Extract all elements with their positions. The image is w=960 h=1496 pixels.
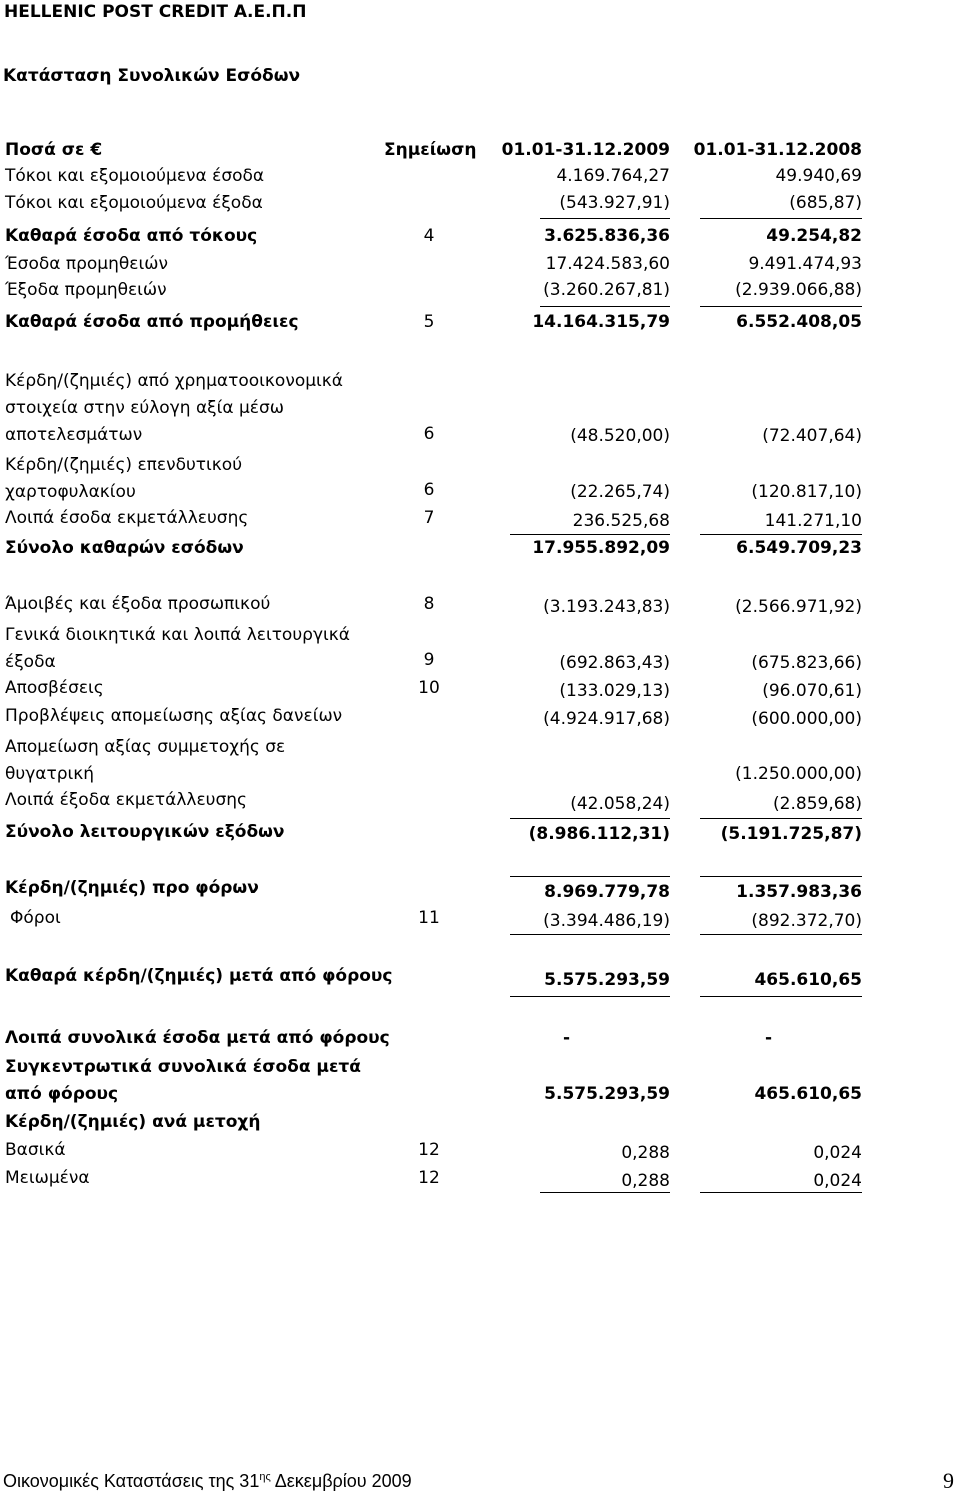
row-value-2009: 14.164.315,79 bbox=[532, 312, 670, 332]
row-label: Γενικά διοικητικά και λοιπά λειτουργικά έξοδα bbox=[5, 625, 350, 672]
row-value-2008: 1.357.983,36 bbox=[736, 882, 862, 902]
row-value-2009: 17.424.583,60 bbox=[545, 254, 670, 274]
row-value-2008: - bbox=[764, 1028, 772, 1048]
row-value-2008: (2.859,68) bbox=[773, 794, 862, 814]
row-value-2009: (3.193.243,83) bbox=[543, 597, 670, 617]
row-note: 5 bbox=[423, 312, 435, 332]
row-label: Καθαρά έσοδα από προμήθειες bbox=[5, 312, 299, 332]
subtotal-rule bbox=[700, 218, 862, 219]
row-value-2008: 0,024 bbox=[813, 1171, 862, 1191]
page-footer bbox=[3, 1471, 412, 1492]
row-note: 10 bbox=[418, 678, 440, 698]
row-value-2008: (892.372,70) bbox=[751, 911, 862, 931]
row-note: 11 bbox=[418, 908, 440, 928]
row-value-2009: 236.525,68 bbox=[572, 511, 670, 531]
row-label: Τόκοι και εξομοιούμενα έσοδα bbox=[5, 166, 265, 186]
row-value-2008: 49.940,69 bbox=[775, 166, 862, 186]
row-value-2009: 4.169.764,27 bbox=[556, 166, 670, 186]
row-label: Απομείωση αξίας συμμετοχής σε θυγατρική bbox=[5, 737, 286, 784]
footer-text-before: Οικονομικές Καταστάσεις της 31 bbox=[3, 1471, 260, 1491]
row-label: Κέρδη/(ζημιές) προ φόρων bbox=[5, 878, 259, 898]
subtotal-rule bbox=[510, 876, 670, 877]
row-value-2009: (42.058,24) bbox=[570, 794, 670, 814]
total-rule bbox=[700, 996, 862, 997]
row-label: Σύνολο λειτουργικών εξόδων bbox=[5, 822, 285, 842]
header-period-2009: 01.01-31.12.2009 bbox=[501, 140, 670, 160]
subtotal-rule bbox=[700, 1192, 862, 1193]
row-value-2008: (675.823,66) bbox=[751, 653, 862, 673]
row-label: Καθαρά έσοδα από τόκους bbox=[5, 226, 258, 246]
row-value-2009: (4.924.917,68) bbox=[543, 709, 670, 729]
row-label: Καθαρά κέρδη/(ζημιές) μετά από φόρους bbox=[5, 966, 393, 986]
row-value-2008: 6.552.408,05 bbox=[736, 312, 862, 332]
header-amounts-label: Ποσά σε € bbox=[5, 140, 103, 160]
row-value-2008: (120.817,10) bbox=[751, 482, 862, 502]
subtotal-rule bbox=[510, 534, 670, 535]
row-label: Κέρδη/(ζημιές) από χρηματοοικονομικά στοιχεία στην εύλογη αξία μέσω αποτελεσμάτων bbox=[5, 371, 344, 445]
row-value-2008: 465.610,65 bbox=[754, 1084, 862, 1104]
subtotal-rule bbox=[510, 818, 670, 819]
subtotal-rule bbox=[540, 218, 670, 219]
row-value-2008: (5.191.725,87) bbox=[720, 824, 862, 844]
row-value-2009: (22.265,74) bbox=[570, 482, 670, 502]
row-value-2009: 17.955.892,09 bbox=[532, 538, 670, 558]
row-label: Λοιπά έξοδα εκμετάλλευσης bbox=[5, 790, 248, 810]
row-label: Βασικά bbox=[5, 1140, 66, 1160]
row-value-2008: 141.271,10 bbox=[764, 511, 862, 531]
row-value-2009: (3.260.267,81) bbox=[543, 280, 670, 300]
row-value-2008: 465.610,65 bbox=[754, 970, 862, 990]
subtotal-rule bbox=[700, 818, 862, 819]
subtotal-rule bbox=[700, 306, 862, 307]
subtotal-rule bbox=[700, 876, 862, 877]
row-label: Αποσβέσεις bbox=[5, 678, 104, 698]
total-rule bbox=[510, 996, 670, 997]
row-value-2009: 0,288 bbox=[621, 1171, 670, 1191]
row-note: 8 bbox=[423, 594, 435, 614]
row-value-2009: (8.986.112,31) bbox=[528, 824, 670, 844]
row-value-2008: (600.000,00) bbox=[751, 709, 862, 729]
row-value-2008: (685,87) bbox=[789, 193, 862, 213]
row-note: 6 bbox=[423, 480, 435, 500]
company-name: HELLENIC POST CREDIT Α.Ε.Π.Π bbox=[4, 2, 307, 22]
subtotal-rule bbox=[540, 306, 670, 307]
page-number: 9 bbox=[943, 1468, 954, 1493]
row-value-2009: 3.625.836,36 bbox=[544, 226, 670, 246]
row-value-2008: (96.070,61) bbox=[762, 681, 862, 701]
row-value-2008: (1.250.000,00) bbox=[735, 764, 862, 784]
row-value-2009: 5.575.293,59 bbox=[544, 970, 670, 990]
row-label: Προβλέψεις απομείωσης αξίας δανείων bbox=[5, 706, 343, 726]
row-value-2009: - bbox=[562, 1028, 570, 1048]
footer-text-after: Δεκεμβρίου 2009 bbox=[270, 1471, 412, 1491]
row-label: Έσοδα προμηθειών bbox=[5, 254, 168, 274]
subtotal-rule bbox=[700, 534, 862, 535]
row-label: Σύνολο καθαρών εσόδων bbox=[5, 538, 244, 558]
row-value-2008: 6.549.709,23 bbox=[736, 538, 862, 558]
row-value-2009: (48.520,00) bbox=[570, 426, 670, 446]
row-value-2008: (2.566.971,92) bbox=[735, 597, 862, 617]
row-label: Μειωμένα bbox=[5, 1168, 90, 1188]
row-label: Άμοιβές και έξοδα προσωπικού bbox=[5, 594, 271, 614]
row-label: Λοιπά έσοδα εκμετάλλευσης bbox=[5, 508, 249, 528]
row-value-2009: 8.969.779,78 bbox=[544, 882, 670, 902]
row-value-2009: (3.394.486,19) bbox=[543, 911, 670, 931]
row-value-2009: (692.863,43) bbox=[559, 653, 670, 673]
row-label: Κέρδη/(ζημιές) επενδυτικού χαρτοφυλακίου bbox=[5, 455, 243, 502]
footer-superscript: ης bbox=[259, 1471, 271, 1483]
row-label: Κέρδη/(ζημιές) ανά μετοχή bbox=[5, 1112, 261, 1132]
subtotal-rule bbox=[540, 1192, 670, 1193]
row-label: Φόροι bbox=[10, 908, 61, 928]
row-label: Συγκεντρωτικά συνολικά έσοδα μετά από φόρους bbox=[5, 1057, 361, 1104]
row-value-2009: 5.575.293,59 bbox=[544, 1084, 670, 1104]
row-value-2009: (133.029,13) bbox=[559, 681, 670, 701]
header-period-2008: 01.01-31.12.2008 bbox=[693, 140, 862, 160]
row-note: 6 bbox=[423, 424, 435, 444]
row-value-2009: 0,288 bbox=[621, 1143, 670, 1163]
subtotal-rule bbox=[700, 934, 862, 935]
statement-title: Κατάσταση Συνολικών Εσόδων bbox=[3, 66, 301, 86]
row-note: 7 bbox=[423, 508, 435, 528]
row-note: 9 bbox=[423, 650, 435, 670]
subtotal-rule bbox=[510, 934, 670, 935]
row-value-2009: (543.927,91) bbox=[559, 193, 670, 213]
row-value-2008: 9.491.474,93 bbox=[748, 254, 862, 274]
row-value-2008: (72.407,64) bbox=[762, 426, 862, 446]
row-note: 4 bbox=[423, 226, 435, 246]
row-note: 12 bbox=[418, 1168, 440, 1188]
row-value-2008: (2.939.066,88) bbox=[735, 280, 862, 300]
row-label: Λοιπά συνολικά έσοδα μετά από φόρους bbox=[5, 1028, 390, 1048]
row-label: Έξοδα προμηθειών bbox=[5, 280, 167, 300]
row-value-2008: 49.254,82 bbox=[766, 226, 862, 246]
row-note: 12 bbox=[418, 1140, 440, 1160]
header-note: Σημείωση bbox=[384, 140, 477, 160]
row-label: Τόκοι και εξομοιούμενα έξοδα bbox=[5, 193, 263, 213]
row-value-2008: 0,024 bbox=[813, 1143, 862, 1163]
